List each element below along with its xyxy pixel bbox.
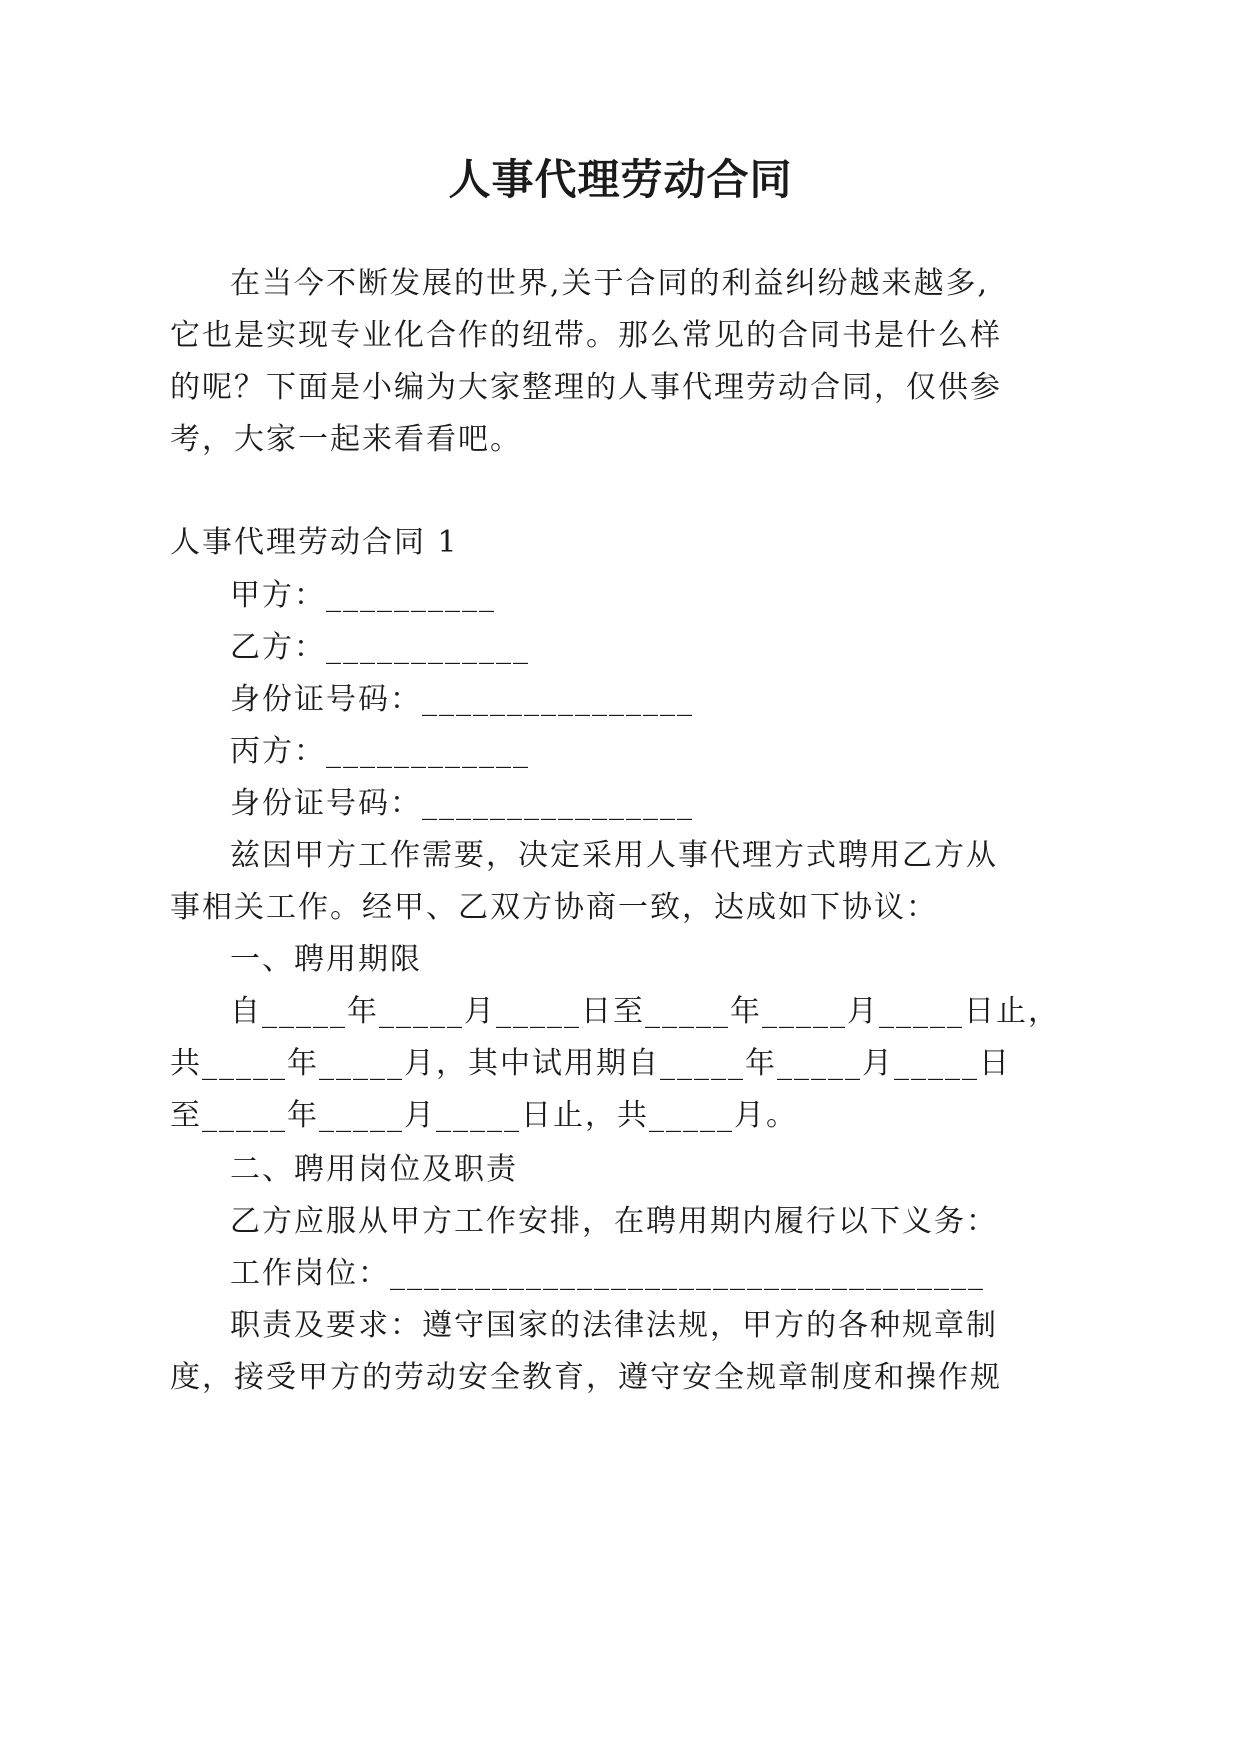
clause-1-heading: 一、聘用期限 [230,942,422,977]
clause-2-obligation: 乙方应服从甲方工作安排，在聘用期内履行以下义务： [230,1204,998,1239]
intro-line-4: 考，大家一起来看看吧。 [170,422,522,457]
clause-1-line-3: 至_____年_____月_____日止，共_____月。 [170,1098,798,1133]
clause-1-line-1: 自_____年_____月_____日至_____年_____月_____日止， [230,994,1060,1029]
clause-2-duties-line-1: 职责及要求：遵守国家的法律法规，甲方的各种规章制 [230,1308,998,1343]
party-a-field: 甲方：__________ [230,578,496,613]
preamble-line-2: 事相关工作。经甲、乙双方协商一致，达成如下协议： [170,890,938,925]
party-c-id-field: 身份证号码：________________ [230,786,694,821]
clause-2-duties-line-2: 度，接受甲方的劳动安全教育，遵守安全规章制度和操作规 [170,1360,1002,1395]
intro-line-2: 它也是实现专业化合作的纽带。那么常见的合同书是什么样 [170,318,1002,353]
clause-2-position-field: 工作岗位：___________________________________ [230,1256,985,1291]
party-c-field: 丙方：____________ [230,734,530,769]
intro-line-1: 在当今不断发展的世界,关于合同的利益纠纷越来越多, [230,266,990,301]
preamble-line-1: 兹因甲方工作需要，决定采用人事代理方式聘用乙方从 [230,838,998,873]
document-title: 人事代理劳动合同 [448,155,793,204]
party-b-field: 乙方：____________ [230,630,530,665]
party-b-id-field: 身份证号码：________________ [230,682,694,717]
clause-2-heading: 二、聘用岗位及职责 [230,1152,518,1187]
intro-line-3: 的呢？下面是小编为大家整理的人事代理劳动合同，仅供参 [170,370,1002,405]
section-heading: 人事代理劳动合同 1 [170,525,459,560]
clause-1-line-2: 共_____年_____月，其中试用期自_____年_____月_____日 [170,1046,1011,1081]
